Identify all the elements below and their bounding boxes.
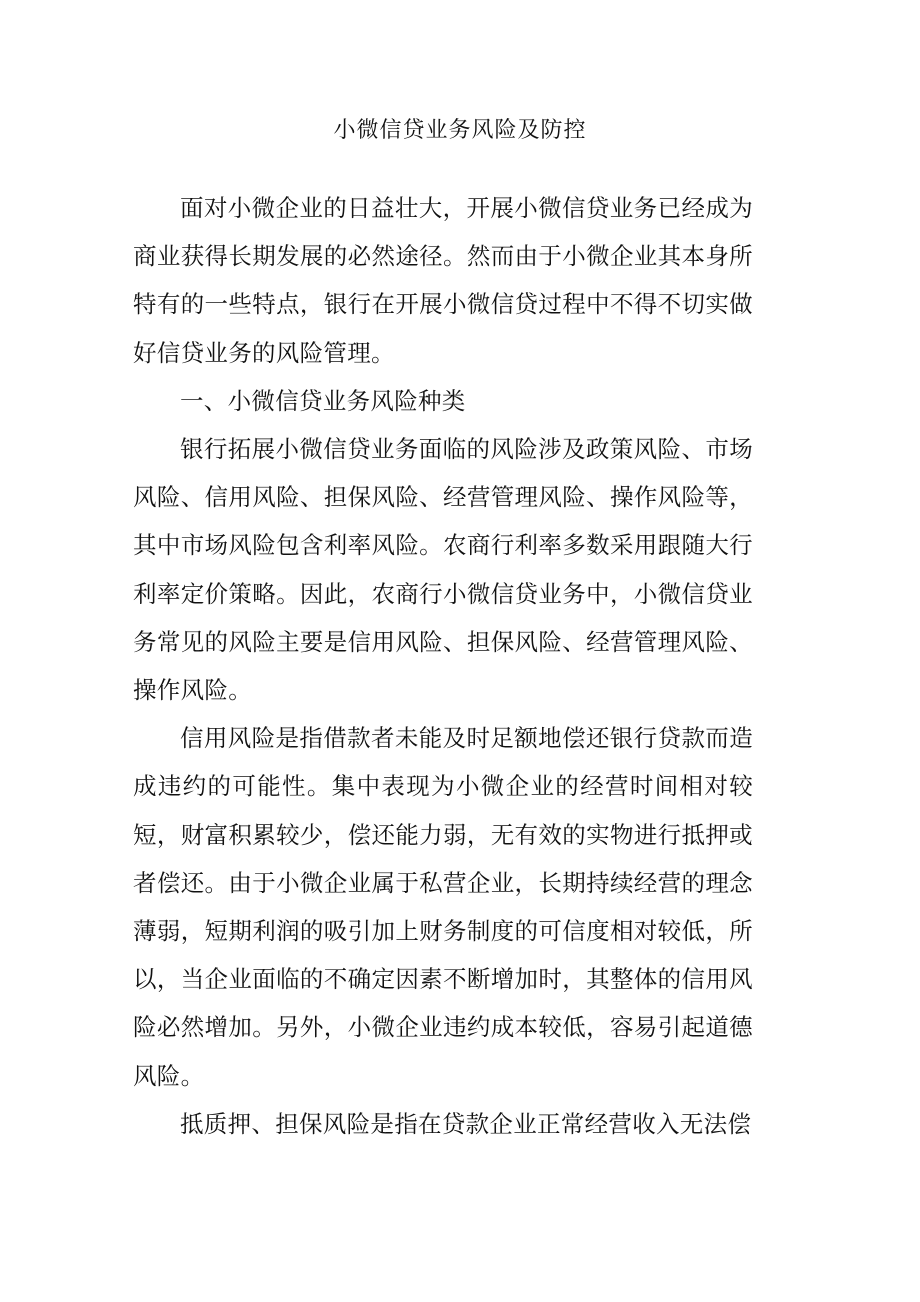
paragraph-credit-risk: 信用风险是指借款者未能及时足额地偿还银行贷款而造成违约的可能性。集中表现为小微企业的经营时间相对较短，财富积累较少，偿还能力弱，无有效的实物进行抵押或者偿还。由于小微企业属于私营企业，长期持续经营的理念薄弱，短期利润的吸引加上财务制度的可信度相对较低，所以，当企业面临的不确定因素不断增加时，其整体的信用风险必然增加。另外，小微企业违约成本较低，容易引起道德风险。 (133, 724, 753, 1090)
document-title: 小微信贷业务风险及防控 (333, 118, 587, 143)
paragraph-risk-types: 银行拓展小微信贷业务面临的风险涉及政策风险、市场风险、信用风险、担保风险、经营管理风险、操作风险等，其中市场风险包含利率风险。农商行利率多数采用跟随大行利率定价策略。因此，农商行小微信贷业务中，小微信贷业务常见的风险主要是信用风险、担保风险、经营管理风险、操作风险。 (133, 435, 753, 705)
paragraph-collateral-risk: 抵质押、担保风险是指在贷款企业正常经营收入无法偿 (180, 1109, 752, 1138)
document-body (133, 184, 753, 1148)
section-heading-risk-types: 一、小微信贷业务风险种类 (180, 386, 466, 415)
paragraph-intro: 面对小微企业的日益壮大，开展小微信贷业务已经成为商业获得长期发展的必然途径。然而由于小微企业其本身所特有的一些特点，银行在开展小微信贷过程中不得不切实做好信贷业务的风险管理。 (133, 194, 753, 367)
